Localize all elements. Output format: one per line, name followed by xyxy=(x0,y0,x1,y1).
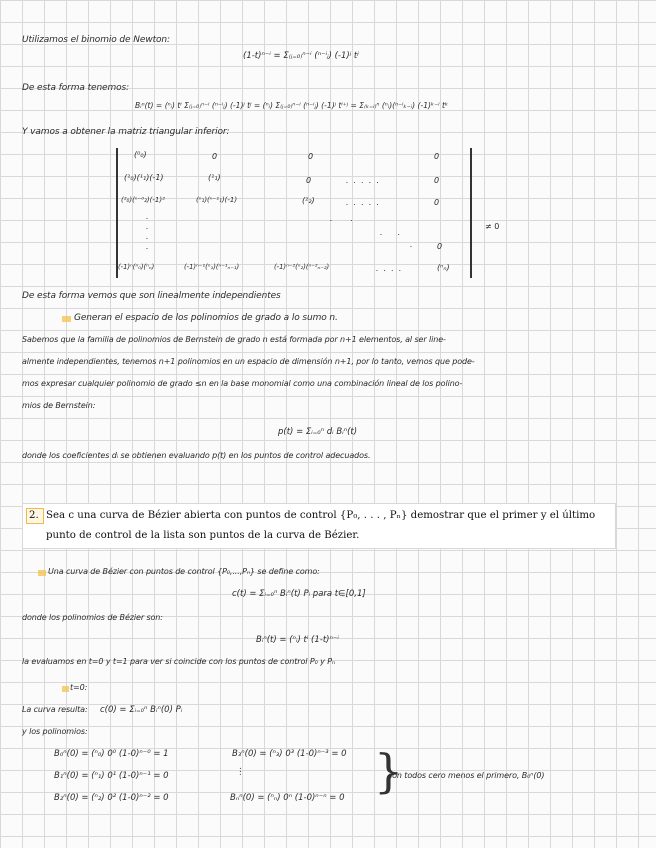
polynomial-vdots: ⋮ xyxy=(236,767,245,777)
question-line1: Sea c una curva de Bézier abierta con puntos de control {P₀, . . . , Pₙ} demostrar que el primer y el último xyxy=(46,510,596,521)
matrix-dots: . . . . . xyxy=(346,176,380,185)
paragraph-line: donde los coeficientes dᵢ se obtienen evaluando p(t) en los puntos de control adecuados. xyxy=(22,451,371,460)
answer-line: y los polinomios: xyxy=(22,727,88,736)
matrix-cell: (ⁿₙ) xyxy=(437,263,450,272)
answer-line: la evaluamos en t=0 y t=1 para ver si coincide con los puntos de control P₀ y Pₙ xyxy=(22,657,336,666)
matrix-cell: (²₂) xyxy=(302,196,315,205)
paragraph-line: mos expresar cualquier polinomio de grado ≤n en la base monomial como una combinación lineal de los polino- xyxy=(22,379,463,388)
matrix-ddots: . xyxy=(410,240,413,249)
matrix-cell: (-1)ⁿ(ⁿ₀)(ⁿₙ) xyxy=(118,263,155,271)
line-tenemos: De esta forma tenemos: xyxy=(22,83,130,93)
formula-expansion: Bᵢⁿ(t) = (ⁿᵢ) tⁱ Σ₍ⱼ₌₀₎ⁿ⁻ⁱ (ⁿ⁻ⁱⱼ) (-1)ʲ tʲ = (ⁿᵢ) Σ₍ⱼ₌₀₎ⁿ⁻ⁱ (ⁿ⁻ⁱⱼ) (-1)ʲ tⁱ⁺ʲ = Σ₍ₖ₌ᵢ₎ⁿ (ⁿᵢ)(ⁿ⁻ⁱₖ₋ᵢ) (-1)ᵏ⁻ⁱ tᵏ xyxy=(135,101,449,110)
formula-binomio: (1-t)ⁿ⁻ⁱ = Σ₍ⱼ₌₀₎ⁿ⁻ⁱ (ⁿ⁻ⁱⱼ) (-1)ʲ tʲ xyxy=(243,51,359,61)
answer-line: Una curva de Bézier con puntos de control {P₀,...,Pₙ} se define como: xyxy=(48,567,320,576)
question-number: 2. xyxy=(29,510,39,521)
polynomial-b2: B₂ⁿ(0) = (ⁿ₂) 0² (1-0)ⁿ⁻² = 0 xyxy=(54,793,169,803)
matrix-left-bar xyxy=(116,148,118,278)
matrix-cell: (-1)ⁿ⁻²(ⁿ₂)(ⁿ⁻²ₙ₋₂) xyxy=(274,263,330,271)
highlight-mark xyxy=(62,316,71,322)
polynomial-b1: B₁ⁿ(0) = (ⁿ₁) 0¹ (1-0)ⁿ⁻¹ = 0 xyxy=(54,771,169,781)
matrix-cell: 0 xyxy=(212,152,218,161)
paragraph-line: mios de Bernstein: xyxy=(22,401,96,410)
formula-bernstein-combination: p(t) = Σᵢ₌₀ⁿ dᵢ Bᵢⁿ(t) xyxy=(278,427,358,437)
question-line2: punto de control de la lista son puntos de la curva de Bézier. xyxy=(46,530,360,541)
formula-c0: c(0) = Σᵢ₌₀ⁿ Bᵢⁿ(0) Pᵢ xyxy=(100,705,183,715)
matrix-cell: (¹₁) xyxy=(208,173,221,182)
line-matriz: Y vamos a obtener la matriz triangular inferior: xyxy=(22,127,230,137)
right-brace: } xyxy=(374,744,404,798)
matrix-cell: 0 xyxy=(308,152,314,161)
matrix-cell: 0 xyxy=(434,152,440,161)
highlight-mark xyxy=(38,570,46,576)
matrix-cell: (-1)ⁿ⁻¹(ⁿ₁)(ⁿ⁻¹ₙ₋₁) xyxy=(184,263,240,271)
matrix-cell: (²₀)(ⁿ⁻⁰₂)(-1)² xyxy=(121,196,165,204)
polynomial-b3: B₃ⁿ(0) = (ⁿ₃) 0³ (1-0)ⁿ⁻³ = 0 xyxy=(232,749,347,759)
matrix-ddots: . . xyxy=(380,228,401,237)
formula-bernstein: Bᵢⁿ(t) = (ⁿᵢ) tⁱ (1-t)ⁿ⁻ⁱ xyxy=(256,635,339,645)
matrix-right-bar xyxy=(470,148,472,278)
line-independientes: De esta forma vemos que son linealmente independientes xyxy=(22,291,281,301)
answer-conclusion: son todos cero menos el primero, B₀ⁿ(0) xyxy=(388,771,545,780)
determinant-nonzero: ≠ 0 xyxy=(485,222,500,231)
matrix-cell: (⁰₀) xyxy=(134,150,147,159)
line-generan: Generan el espacio de los polinomios de grado a lo sumo n. xyxy=(74,313,338,323)
polynomial-bn: Bₙⁿ(0) = (ⁿₙ) 0ⁿ (1-0)ⁿ⁻ⁿ = 0 xyxy=(230,793,345,803)
matrix-ddots: . . xyxy=(330,214,353,223)
paragraph-line: Sabemos que la familia de polinomios de Bernstein de grado n está formada por n+1 elementos, al ser line- xyxy=(22,335,446,344)
line-binomio: Utilizamos el binomio de Newton: xyxy=(22,35,170,45)
matrix-cell: 0 xyxy=(434,176,440,185)
matrix-cell: 0 xyxy=(434,198,440,207)
matrix-cell: (¹₀)(¹₁)(-1) xyxy=(124,173,164,182)
paragraph-line: almente independientes, tenemos n+1 polinomios en un espacio de dimensión n+1, por lo tanto, vemos que pode- xyxy=(22,357,475,366)
answer-line: donde los polinomios de Bézier son: xyxy=(22,613,163,622)
matrix-vdots: . . . . xyxy=(146,212,149,251)
highlight-mark xyxy=(62,686,69,692)
polynomial-b0: B₀ⁿ(0) = (ⁿ₀) 0⁰ (1-0)ⁿ⁻⁰ = 1 xyxy=(54,749,169,759)
matrix-cell: 0 xyxy=(437,242,443,251)
formula-bezier-curve: c(t) = Σᵢ₌₀ⁿ Bᵢⁿ(t) Pᵢ para t∈[0,1] xyxy=(232,589,366,599)
answer-curve-label: La curva resulta: xyxy=(22,705,88,714)
matrix-dots: . . . . xyxy=(376,264,402,273)
answer-t0: t=0: xyxy=(70,683,88,692)
matrix-cell: 0 xyxy=(306,176,312,185)
matrix-dots: . . . . . xyxy=(346,198,380,207)
matrix-cell: (ⁿ₁)(ⁿ⁻¹₁)(-1) xyxy=(196,196,238,204)
